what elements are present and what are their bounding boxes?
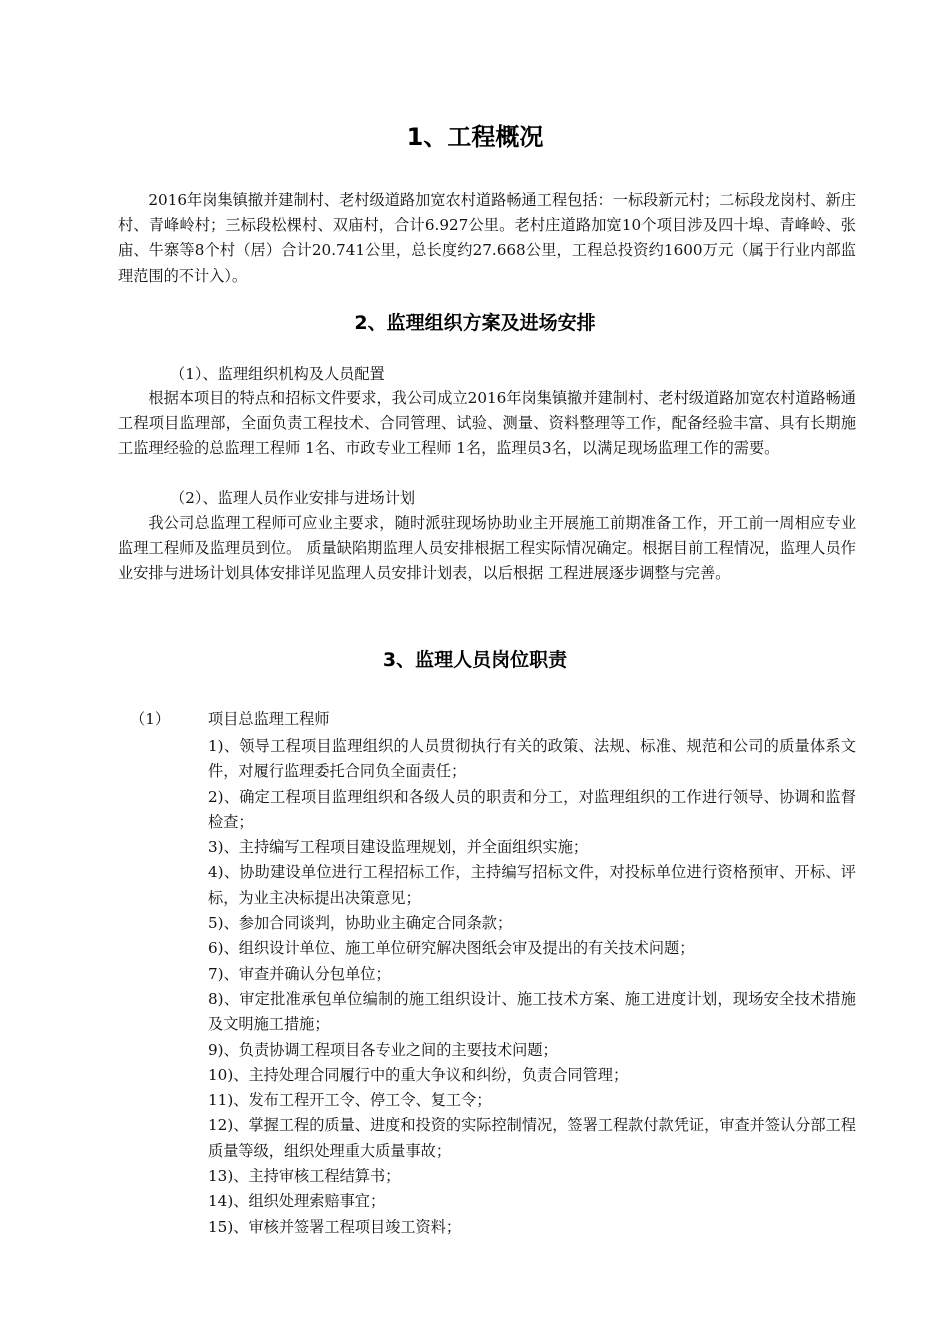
duty-item: 3)、主持编写工程项目建设监理规划，并全面组织实施；	[208, 838, 589, 857]
section-3-title: 3、监理人员岗位职责	[382, 649, 568, 671]
duty-item: 13)、主持审核工程结算书；	[208, 1167, 401, 1186]
subsection-2-1-heading: （1）、监理组织机构及人员配置	[170, 365, 385, 383]
duty-item: 5)、参加合同谈判，协助业主确定合同条款；	[208, 914, 513, 933]
duty-item: 9)、负责协调工程项目各专业之间的主要技术问题；	[208, 1040, 558, 1059]
subsection-2-2-heading: （2）、监理人员作业安排与进场计划	[170, 489, 416, 507]
duty-item: 11)、发布工程开工令、停工令、复工令；	[208, 1091, 492, 1110]
duty-item: 10)、主持处理合同履行中的重大争议和纠纷，负责合同管理；	[208, 1065, 629, 1084]
duty-item: 8)、审定批准承包单位编制的施工组织设计、施工技术方案、施工进度计划，现场安全技术措施及文明施工措施；	[208, 989, 856, 1034]
section-1-title: 1、工程概况	[406, 123, 544, 151]
role-title: 项目总监理工程师	[208, 710, 330, 728]
duty-item: 15)、审核并签署工程项目竣工资料；	[208, 1217, 462, 1236]
subsection-2-2-paragraph: 我公司总监理工程师可应业主要求，随时派驻现场协助业主开展施工前期准备工作，开工前一周相应专业监理工程师及监理员到位。 质量缺陷期监理人员安排根据工程实际情况确定。根据目前工程情况，监理人员作业安排与进场计划具体安排详见监理人员安排计划表，以后根据 工程进展逐步调整与完善。	[118, 514, 856, 583]
role-number: （1）	[130, 710, 171, 728]
subsection-2-1-paragraph: 根据本项目的特点和招标文件要求，我公司成立2016年岗集镇撤并建制村、老村级道路加宽农村道路畅通工程项目监理部，全面负责工程技术、合同管理、试验、测量、资料整理等工作，配备经验丰富、具有长期施工监理经验的总监理工程师 1名、市政专业工程师 1名，监理员3名，以满足现场监理工作的需要。	[118, 389, 856, 458]
project-overview-paragraph: 2016年岗集镇撤并建制村、老村级道路加宽农村道路畅通工程包括：一标段新元村；二标段龙岗村、新庄村、青峰岭村；三标段松棵村、双庙村，合计6.927公里。老村庄道路加宽10个项目涉及四十埠、青峰岭、张庙、牛寨等8个村（居）合计20.741公里，总长度约27.668公里，工程总投资约1600万元（属于行业内部监理范围的不计入）。	[118, 191, 856, 285]
section-2-title: 2、监理组织方案及进场安排	[354, 312, 596, 334]
duty-item: 14)、组织处理索赔事宜；	[208, 1192, 386, 1211]
duty-item: 1)、领导工程项目监理组织的人员贯彻执行有关的政策、法规、标准、规范和公司的质量体系文件，对履行监理委托合同负全面责任；	[208, 737, 856, 781]
duty-item: 6)、组织设计单位、施工单位研究解决图纸会审及提出的有关技术问题；	[208, 939, 695, 958]
duty-item: 4)、协助建设单位进行工程招标工作，主持编写招标文件，对投标单位进行资格预审、开标、评标，为业主决标提出决策意见；	[208, 863, 856, 907]
duty-item: 12)、掌握工程的质量、进度和投资的实际控制情况，签署工程款付款凭证，审查并签认分部工程质量等级，组织处理重大质量事故；	[208, 1116, 856, 1160]
duty-list	[208, 734, 856, 1240]
duty-item: 7)、审查并确认分包单位；	[208, 964, 391, 983]
duty-item: 2)、确定工程项目监理组织和各级人员的职责和分工，对监理组织的工作进行领导、协调和监督检查；	[208, 787, 856, 831]
